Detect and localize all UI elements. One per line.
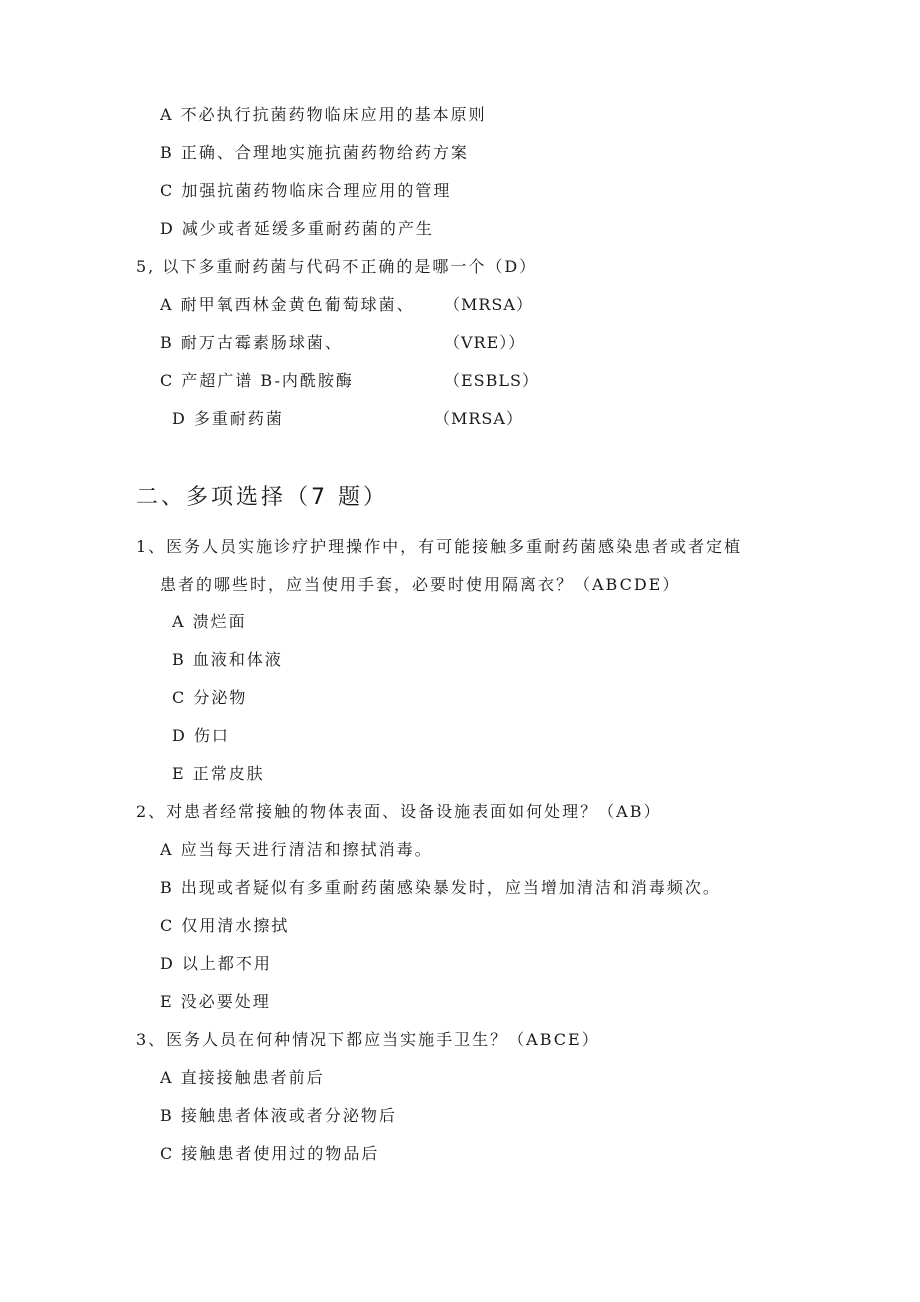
q5-option-d-label: D 多重耐药菌 bbox=[172, 409, 284, 428]
m3-option-b: B 接触患者体液或者分泌物后 bbox=[160, 1106, 397, 1125]
m2-stem: 2、对患者经常接触的物体表面、设备设施表面如何处理？（AB） bbox=[136, 802, 662, 821]
m1-stem-line2: 患者的哪些时，应当使用手套，必要时使用隔离衣？（ABCDE） bbox=[160, 575, 681, 594]
q5-option-d-code: （MRSA） bbox=[434, 409, 523, 428]
q5-option-a-code: （MRSA） bbox=[444, 295, 533, 314]
section-title: 二、多项选择（7 题） bbox=[136, 485, 388, 510]
m3-option-c: C 接触患者使用过的物品后 bbox=[160, 1144, 380, 1163]
m2-option-d: D 以上都不用 bbox=[160, 954, 272, 973]
m1-stem-line1: 1、医务人员实施诊疗护理操作中，有可能接触多重耐药菌感染患者或者定植 bbox=[136, 537, 743, 556]
m1-option-a: A 溃烂面 bbox=[172, 612, 247, 631]
q5-stem: 5, 以下多重耐药菌与代码不正确的是哪一个（D） bbox=[136, 257, 538, 276]
q5-option-c-label: C 产超广谱 B-内酰胺酶 bbox=[160, 371, 354, 390]
q4-option-a: A 不必执行抗菌药物临床应用的基本原则 bbox=[160, 105, 487, 124]
m2-option-a: A 应当每天进行清洁和擦拭消毒。 bbox=[160, 840, 433, 859]
m1-option-c: C 分泌物 bbox=[172, 688, 248, 707]
m2-option-e: E 没必要处理 bbox=[160, 992, 271, 1011]
m3-stem: 3、医务人员在何种情况下都应当实施手卫生？（ABCE） bbox=[136, 1030, 600, 1049]
m2-option-b: B 出现或者疑似有多重耐药菌感染暴发时，应当增加清洁和消毒频次。 bbox=[160, 878, 721, 897]
m1-option-d: D 伤口 bbox=[172, 726, 230, 745]
q5-option-a-label: A 耐甲氧西林金黄色葡萄球菌、 bbox=[160, 295, 415, 314]
q4-option-c: C 加强抗菌药物临床合理应用的管理 bbox=[160, 181, 452, 200]
m1-option-e: E 正常皮肤 bbox=[172, 764, 265, 783]
m1-option-b: B 血液和体液 bbox=[172, 650, 283, 669]
m3-option-a: A 直接接触患者前后 bbox=[160, 1068, 325, 1087]
m2-option-c: C 仅用清水擦拭 bbox=[160, 916, 290, 935]
q5-option-b-code: （VRE）） bbox=[444, 333, 526, 352]
q5-option-b-label: B 耐万古霉素肠球菌、 bbox=[160, 333, 343, 352]
q4-option-d: D 减少或者延缓多重耐药菌的产生 bbox=[160, 219, 434, 238]
q4-option-b: B 正确、合理地实施抗菌药物给药方案 bbox=[160, 143, 469, 162]
q5-option-c-code: （ESBLS） bbox=[444, 371, 539, 390]
